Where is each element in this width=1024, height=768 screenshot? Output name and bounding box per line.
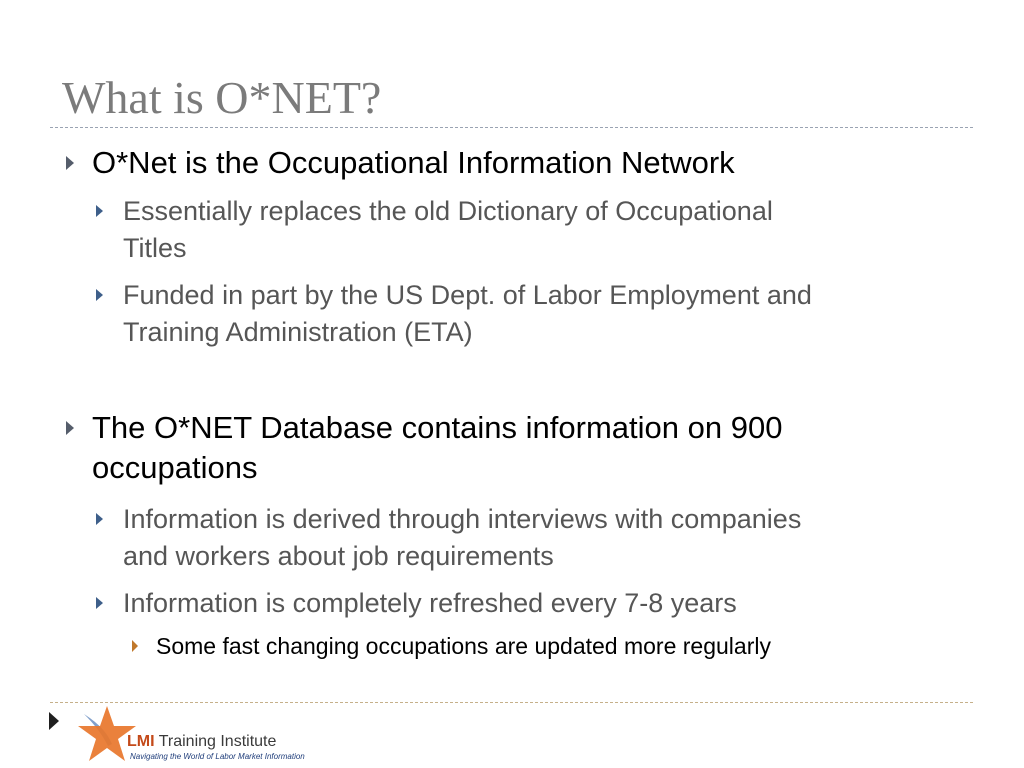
logo-tagline: Navigating the World of Labor Market Information: [130, 752, 305, 761]
sub-bullet-line: and workers about job requirements: [123, 541, 554, 571]
sub-bullet-text: Information is completely refreshed every 7-8 years: [123, 588, 737, 618]
logo-name-rest: Training Institute: [154, 733, 277, 750]
bullet-onet-database: [92, 408, 782, 488]
sub-bullet-arrow-icon: [96, 513, 103, 525]
sub-sub-bullet-arrow-icon: [132, 640, 138, 652]
sub-sub-bullet-fast-changing: [156, 631, 771, 661]
logo-name: [127, 733, 276, 751]
logo-name-accent: LMI: [127, 733, 155, 750]
bullet-arrow-icon: [66, 421, 74, 435]
sub-bullet-line: Titles: [123, 233, 187, 263]
bullet-text: O*Net is the Occupational Information Network: [92, 145, 735, 180]
sub-sub-bullet-text: Some fast changing occupations are updated more regularly: [156, 633, 771, 659]
footer-divider: [50, 702, 973, 703]
slide-title: What is O*NET?: [62, 72, 382, 123]
next-slide-arrow-icon[interactable]: [49, 712, 59, 730]
sub-bullet-line: Training Administration (ETA): [123, 317, 473, 347]
bullet-line: The O*NET Database contains information on 900: [92, 410, 783, 445]
bullet-onet-network: [92, 143, 735, 183]
bullet-line: occupations: [92, 450, 258, 485]
sub-bullet-derived-through: [123, 501, 801, 575]
sub-bullet-arrow-icon: [96, 597, 103, 609]
sub-bullet-line: Funded in part by the US Dept. of Labor Employment and: [123, 280, 812, 310]
sub-bullet-arrow-icon: [96, 205, 103, 217]
sub-bullet-arrow-icon: [96, 289, 103, 301]
sub-bullet-funded-by: [123, 277, 812, 351]
sub-bullet-refreshed: [123, 585, 737, 622]
lmi-logo: [74, 704, 305, 766]
sub-bullet-replaces-dot: [123, 193, 773, 267]
bullet-arrow-icon: [66, 156, 74, 170]
sub-bullet-line: Essentially replaces the old Dictionary of Occupational: [123, 196, 773, 226]
sub-bullet-line: Information is derived through interviews with companies: [123, 504, 802, 534]
